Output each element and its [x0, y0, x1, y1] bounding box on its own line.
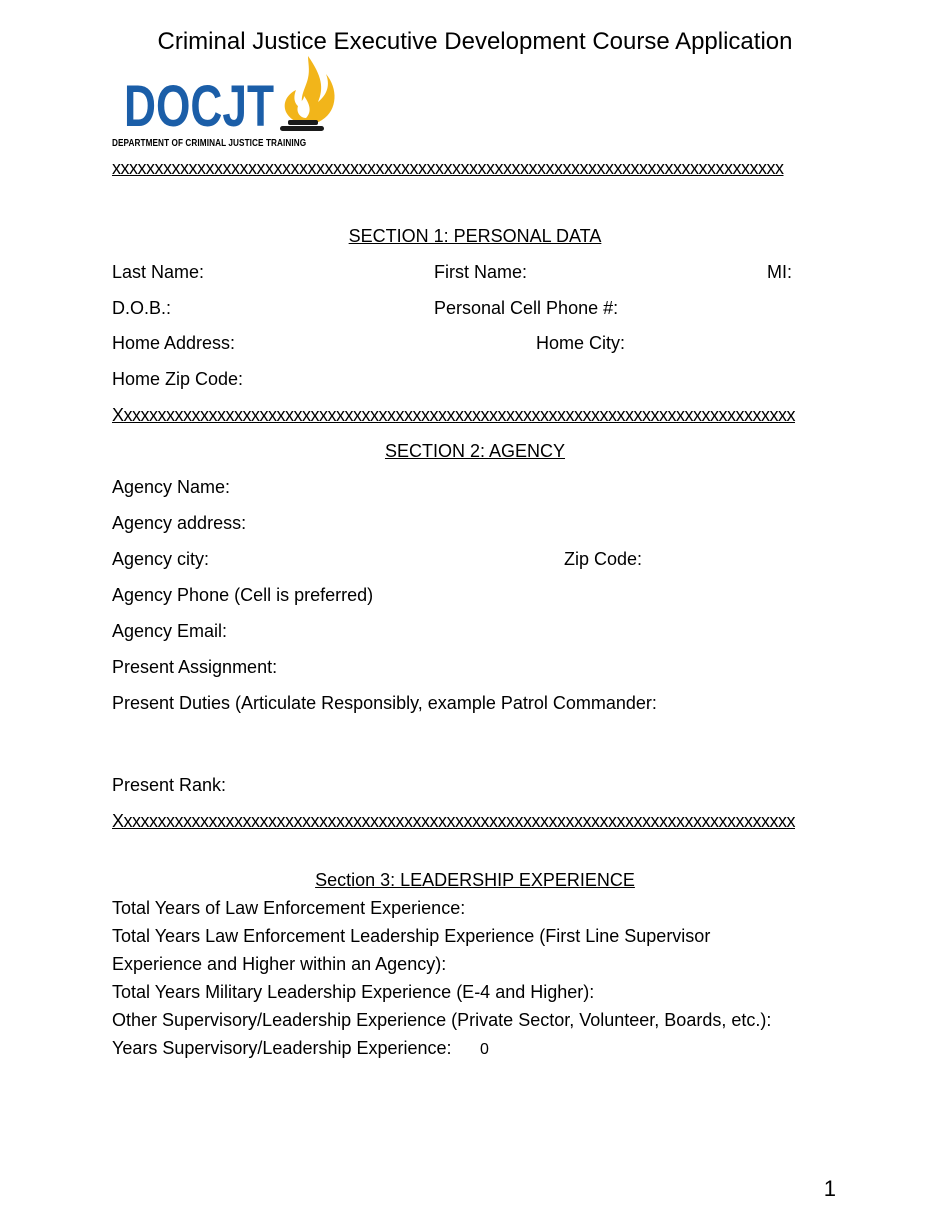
zip-code-label: Zip Code: [564, 549, 643, 569]
home-zip-label: Home Zip Code: [112, 369, 244, 389]
section2-heading: SECTION 2: AGENCY [384, 441, 566, 461]
present-assignment-label: Present Assignment: [112, 657, 278, 677]
le-leadership-label: Total Years Law Enforcement Leadership Experience (First Line Supervisor [112, 926, 711, 946]
agency-email-label: Agency Email: [112, 621, 228, 641]
section1-heading: SECTION 1: PERSONAL DATA [348, 226, 602, 246]
page-number: 1 [823, 1176, 836, 1201]
present-rank-label: Present Rank: [112, 775, 227, 795]
agency-city-label: Agency city: [112, 549, 210, 569]
section3-heading: Section 3: LEADERSHIP EXPERIENCE [315, 870, 635, 890]
dob-label: D.O.B.: [112, 298, 172, 318]
mi-label: MI: [767, 262, 792, 282]
cell-phone-label: Personal Cell Phone #: [434, 298, 619, 318]
first-name-label: First Name: [434, 262, 528, 282]
agency-address-label: Agency address: [112, 513, 247, 533]
home-city-label: Home City: [536, 333, 626, 353]
separator-line: Xxxxxxxxxxxxxxxxxxxxxxxxxxxxxxxxxxxxxxxxxxxxxxxxxxxxxxxxxxxxxxxxxxxxxxxxxxxxxxxx [112, 405, 796, 425]
total-le-experience-label: Total Years of Law Enforcement Experience: [112, 898, 466, 918]
military-leadership-label: Total Years Military Leadership Experience (E-4 and Higher): [112, 982, 595, 1002]
separator-line: Xxxxxxxxxxxxxxxxxxxxxxxxxxxxxxxxxxxxxxxxxxxxxxxxxxxxxxxxxxxxxxxxxxxxxxxxxxxxxxxx [112, 811, 796, 831]
logo-subtitle: DEPARTMENT OF CRIMINAL JUSTICE TRAINING [112, 138, 307, 149]
other-leadership-label: Other Supervisory/Leadership Experience (Private Sector, Volunteer, Boards, etc.): [112, 1010, 772, 1030]
le-leadership-label-cont: Experience and Higher within an Agency): [112, 954, 447, 974]
page-title: Criminal Justice Executive Development Course Application [157, 28, 793, 55]
svg-text:DOCJT: DOCJT [124, 74, 274, 138]
last-name-label: Last Name: [112, 262, 205, 282]
years-supervisory-field[interactable]: 0 [480, 1041, 489, 1058]
home-address-label: Home Address: [112, 333, 236, 353]
flame-icon [285, 56, 335, 124]
years-supervisory-label: Years Supervisory/Leadership Experience: [112, 1038, 452, 1058]
docjt-logo-graphic [112, 48, 352, 138]
agency-phone-label: Agency Phone (Cell is preferred) [112, 585, 374, 605]
agency-name-label: Agency Name: [112, 477, 231, 497]
present-duties-label: Present Duties (Articulate Responsibly, example Patrol Commander: [112, 693, 657, 713]
torch-base-icon [280, 120, 324, 131]
separator-line: xxxxxxxxxxxxxxxxxxxxxxxxxxxxxxxxxxxxxxxxxxxxxxxxxxxxxxxxxxxxxxxxxxxxxxxxxxxxxxx [112, 158, 784, 178]
